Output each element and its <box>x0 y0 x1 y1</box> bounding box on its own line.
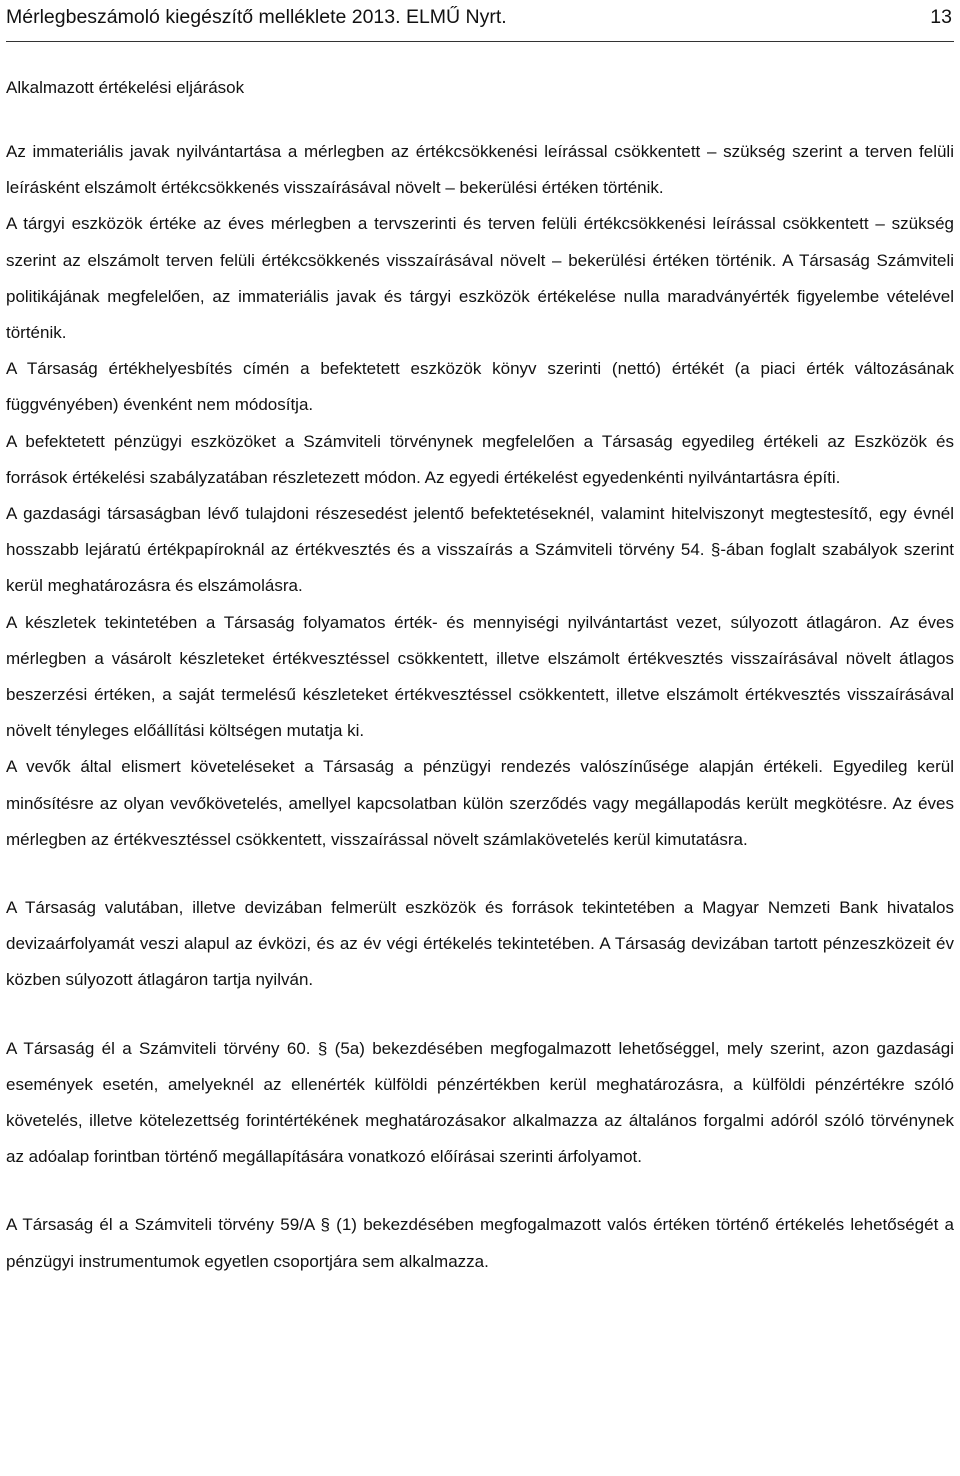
header-title: Mérlegbeszámoló kiegészítő melléklete 2013. ELMŰ Nyrt. <box>6 6 507 28</box>
paragraph-foreign-currency: A Társaság valutában, illetve devizában felmerült eszközök és források tekintetében a Magyar Nemzeti Bank hivatalos devizaárfolyamát veszi alapul az évközi, és az év végi értékelés tekintetében. A Társaság devizában tartott pénzeszközeit év közben súlyozott átlagáron tartja nyilván. <box>6 898 954 990</box>
paragraph-spacer <box>6 999 954 1031</box>
paragraph-exchange-rate: A Társaság él a Számviteli törvény 60. § (5a) bekezdésében megfogalmazott lehetőséggel, mely szerint, azon gazdasági események esetén, amelyeknél az ellenérték külföldi pénzértékben kerül meghatározásra, a külföldi pénzértékre szóló követelés, illetve kötelezettség forintértékének meghatározásakor alkalmazza az általános forgalmi adóról szóló törvénynek az adóalap forintban történő megállapítására vonatkozó előírásai szerinti árfolyamot. <box>6 1038 954 1167</box>
paragraph-revaluation: A Társaság értékhelyesbítés címén a befektetett eszközök könyv szerinti (nettó) értékét (a piaci érték változásának függvényében) évenként nem módosítja. <box>6 359 954 415</box>
paragraph-spacer <box>6 1175 954 1207</box>
paragraph-tangible-assets: A tárgyi eszközök értéke az éves mérlegben a tervszerinti és terven felüli értékcsökkenési leírással csökkentett – szükség szerint az elszámolt terven felüli értékcsökkenés visszaírásával növelt – bekerülési értéken történik. A Társaság Számviteli politikájának megfelelően, az immateriális javak és tárgyi eszközök értékelése nulla maradványérték figyelembe vételével történik. <box>6 214 954 343</box>
page-header <box>6 4 954 34</box>
paragraph-fair-value: A Társaság él a Számviteli törvény 59/A § (1) bekezdésében megfogalmazott valós értéken történő értékelés lehetőségét a pénzügyi instrumentumok egyetlen csoportjára sem alkalmazza. <box>6 1215 954 1271</box>
paragraph-spacer <box>6 858 954 890</box>
page-content <box>6 72 954 1280</box>
header-divider <box>6 41 954 42</box>
paragraph-financial-assets: A befektetett pénzügyi eszközöket a Számviteli törvénynek megfelelően a Társaság egyedileg értékeli az Eszközök és források értékelési szabályzatában részletezett módon. Az egyedi értékelést egyedenkénti nyilvántartásra építi. <box>6 431 954 487</box>
paragraph-receivables: A vevők által elismert követeléseket a Társaság a pénzügyi rendezés valószínűsége alapján értékeli. Egyedileg kerül minősítésre az olyan vevőkövetelés, amellyel kapcsolatban külön szerződés vagy megállapodás került megkötésre. Az éves mérlegben az értékvesztéssel csökkentett, visszaírással növelt számlakövetelés kerül kimutatásra. <box>6 757 954 849</box>
paragraph-impairment-rules: A gazdasági társaságban lévő tulajdoni részesedést jelentő befektetéseknél, valamint hitelviszonyt megtestesítő, egy évnél hosszabb lejáratú értékpapíroknál az értékvesztés és a visszaírás a Számviteli törvény 54. §-ában foglalt szabályok szerint kerül meghatározásra és elszámolásra. <box>6 504 954 596</box>
section-heading: Alkalmazott értékelési eljárások <box>6 78 245 97</box>
paragraph-intangible-assets: Az immateriális javak nyilvántartása a mérlegben az értékcsökkenési leírással csökkentett – szükség szerint a terven felüli leírásként elszámolt értékcsökkenés visszaírásával növelt – bekerülési értéken történik. <box>6 142 954 198</box>
page-number: 13 <box>930 6 952 28</box>
paragraph-inventories: A készletek tekintetében a Társaság folyamatos érték- és mennyiségi nyilvántartást vezet, súlyozott átlagáron. Az éves mérlegben a vásárolt készleteket értékvesztéssel csökkentett, illetve elszámolt értékvesztés visszaírásával növelt átlagos beszerzési értéken, a saját termelésű készleteket értékvesztéssel csökkentett, illetve elszámolt értékvesztés visszaírásával növelt tényleges előállítási költségen mutatja ki. <box>6 612 954 741</box>
